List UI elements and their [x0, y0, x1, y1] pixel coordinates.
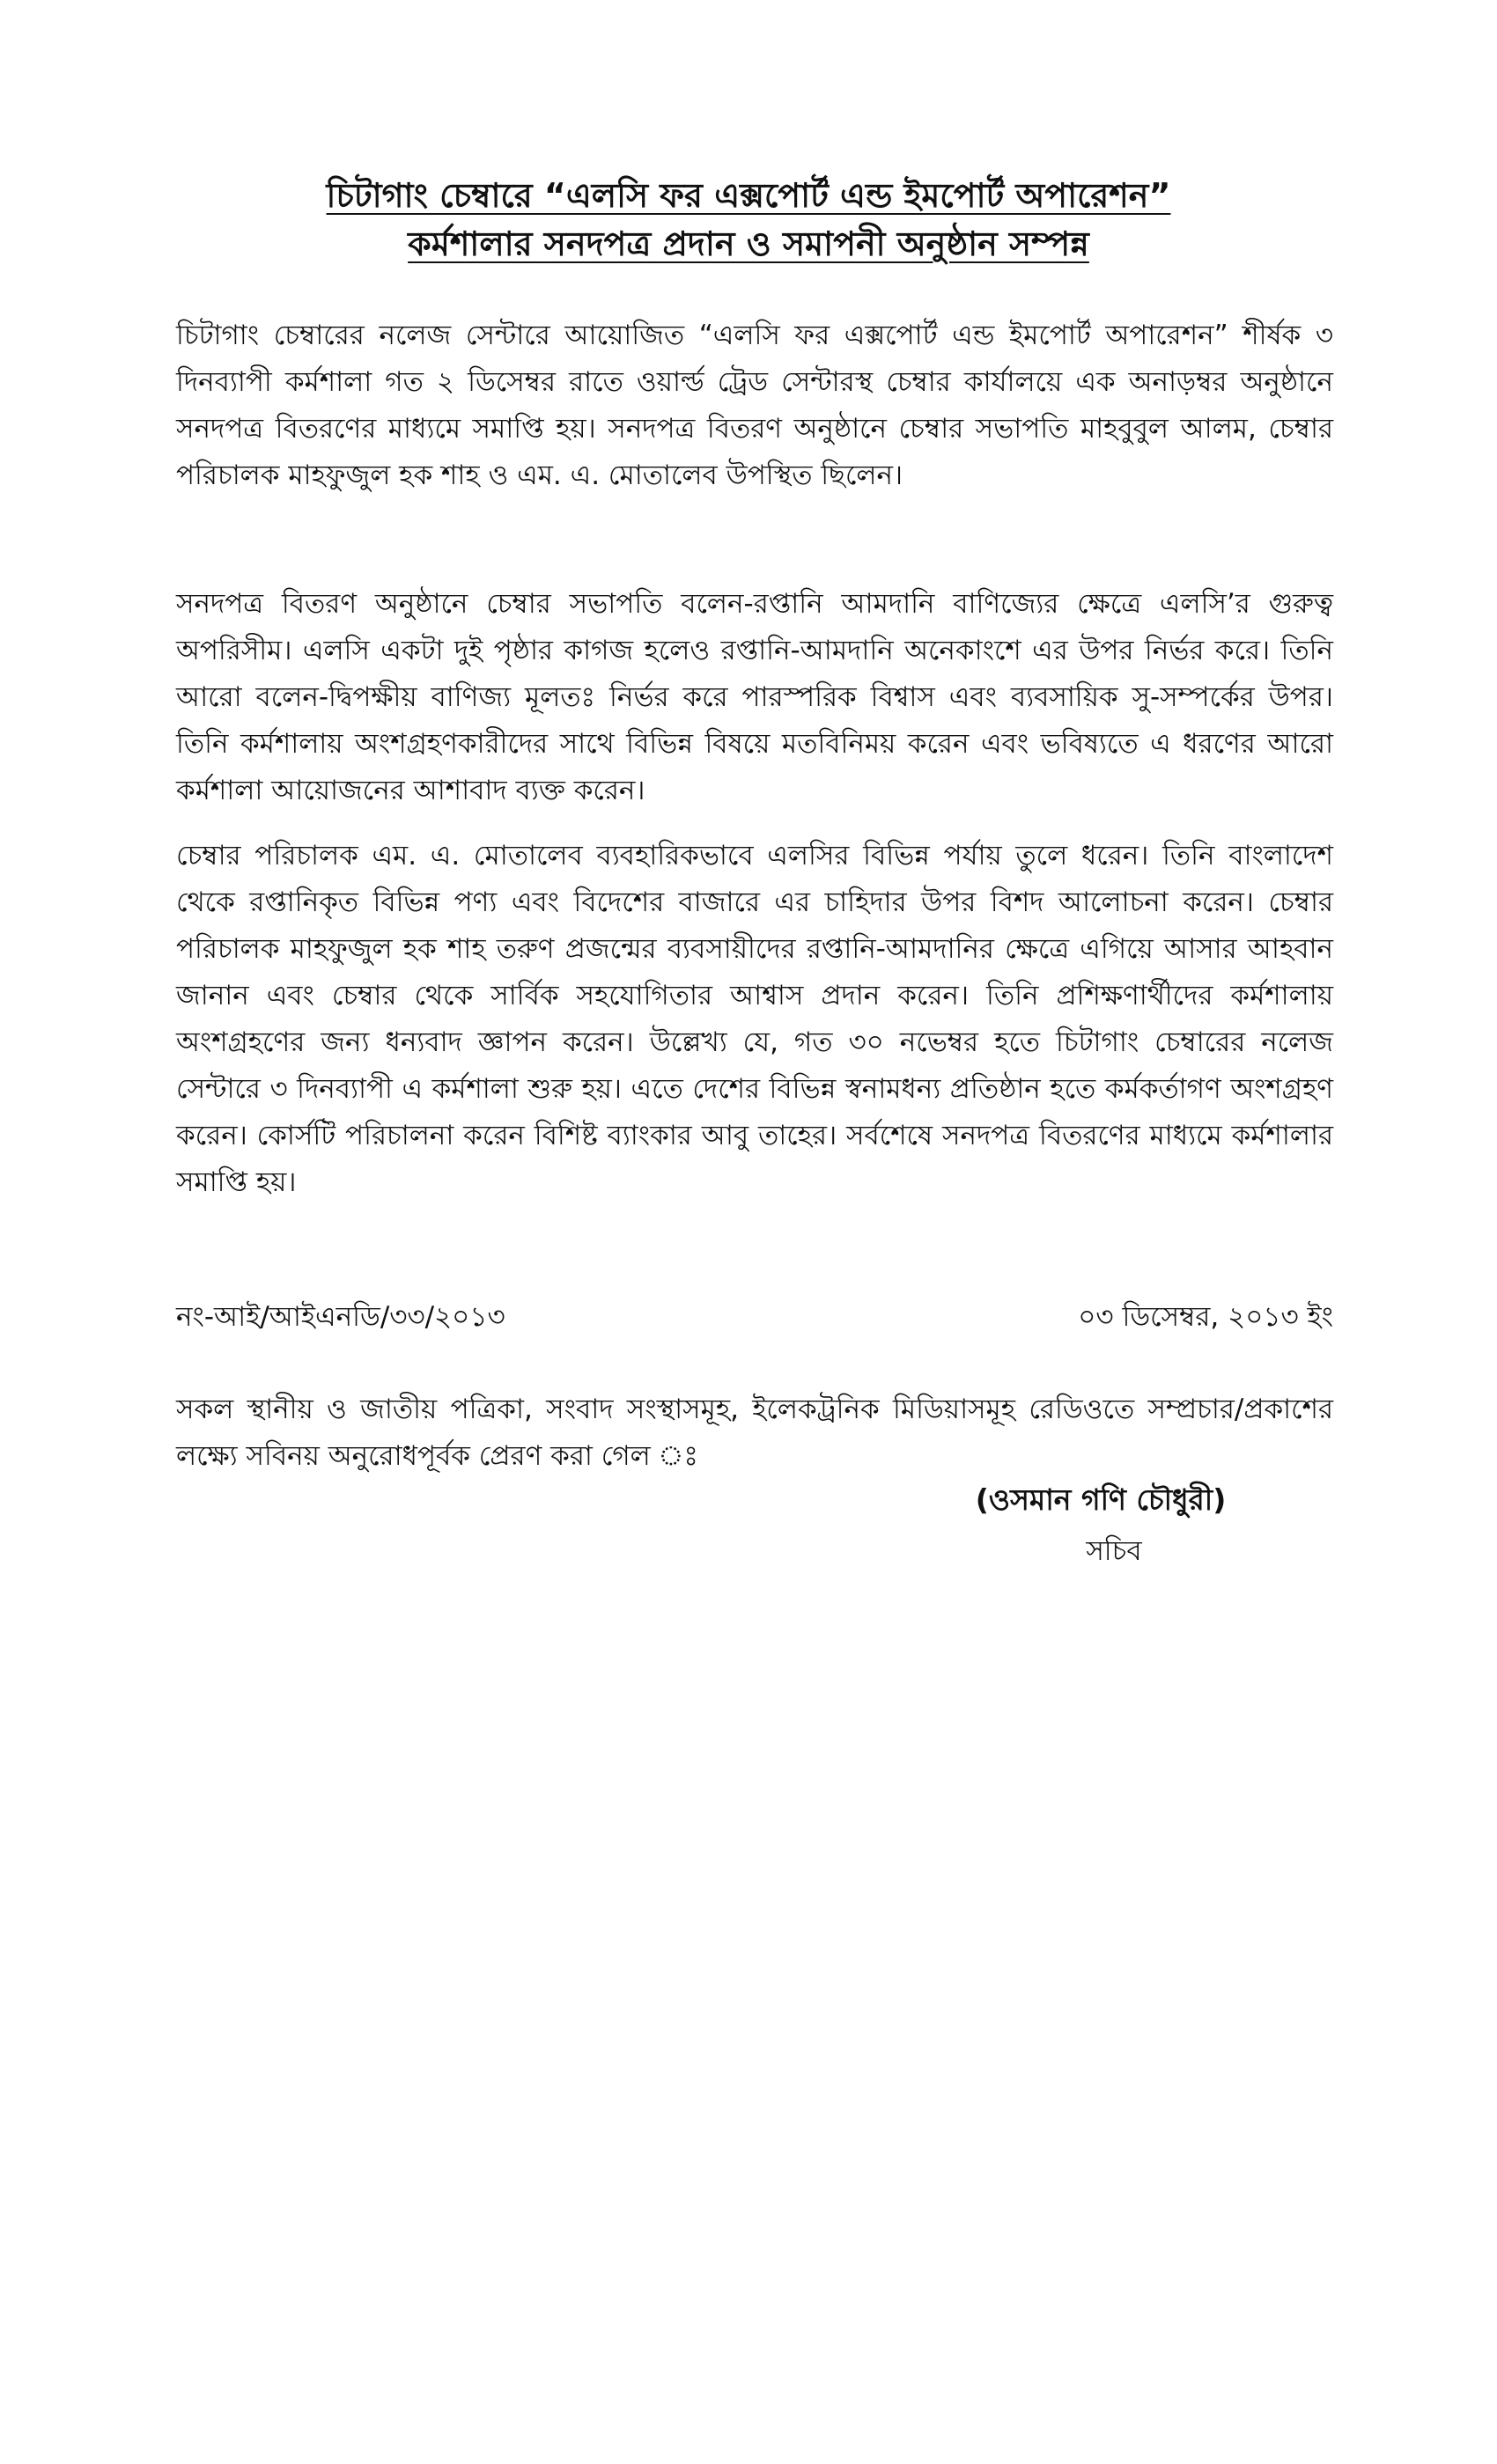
- signatory-name: (ওসমান গণি চৌধুরী): [975, 1482, 1227, 1517]
- distribution-note: সকল স্থানীয় ও জাতীয় পত্রিকা, সংবাদ সংস্থাসমূহ, ইলেকট্রনিক মিডিয়াসমূহ রেডিওতে সম্প্রচার/প্রকাশের লক্ষ্যে সবিনয় অনুরোধপূর্বক প্রেরণ করা গেল ঃ: [176, 1394, 1333, 1472]
- signatory-title: সচিব: [1086, 1535, 1142, 1567]
- document-date: ০৩ ডিসেম্বর, ২০১৩ ইং: [1078, 1301, 1333, 1333]
- body-paragraph-1: চিটাগাং চেম্বারের নলেজ সেন্টারে আয়োজিত “এলসি ফর এক্সপোর্ট এন্ড ইমপোর্ট অপারেশন” শীর্ষক ৩ দিনব্যাপী কর্মশালা গত ২ ডিসেম্বর রাতে ওয়ার্ল্ড ট্রেড সেন্টারস্থ চেম্বার কার্যালয়ে এক অনাড়ম্বর অনুষ্ঠানে সনদপত্র বিতরণের মাধ্যমে সমাপ্তি হয়। সনদপত্র বিতরণ অনুষ্ঠানে চেম্বার সভাপতি মাহবুবুল আলম, চেম্বার পরিচালক মাহফুজুল হক শাহ ও এম. এ. মোতালেব উপস্থিত ছিলেন।: [176, 320, 1333, 491]
- document-title-line-2: [176, 221, 1321, 267]
- body-paragraph-2: সনদপত্র বিতরণ অনুষ্ঠানে চেম্বার সভাপতি বলেন-রপ্তানি আমদানি বাণিজ্যের ক্ষেত্রে এলসি’র গুরুত্ব অপরিসীম। এলসি একটা দুই পৃষ্ঠার কাগজ হলেও রপ্তানি-আমদানি অনেকাংশে এর উপর নির্ভর করে। তিনি আরো বলেন-দ্বিপক্ষীয় বাণিজ্য মূলতঃ নির্ভর করে পারস্পরিক বিশ্বাস এবং ব্যবসায়িক সু-সম্পর্কের উপর। তিনি কর্মশালায় অংশগ্রহণকারীদের সাথে বিভিন্ন বিষয়ে মতবিনিময় করেন এবং ভবিষ্যতে এ ধরণের আরো কর্মশালা আয়োজনের আশাবাদ ব্যক্ত করেন।: [176, 588, 1333, 806]
- document-title-line-1: [176, 173, 1321, 218]
- body-paragraph-3: চেম্বার পরিচালক এম. এ. মোতালেব ব্যবহারিকভাবে এলসির বিভিন্ন পর্যায় তুলে ধরেন। তিনি বাংলাদেশ থেকে রপ্তানিকৃত বিভিন্ন পণ্য এবং বিদেশের বাজারে এর চাহিদার উপর বিশদ আলোচনা করেন। চেম্বার পরিচালক মাহফুজুল হক শাহ তরুণ প্রজন্মের ব্যবসায়ীদের রপ্তানি-আমদানির ক্ষেত্রে এগিয়ে আসার আহবান জানান এবং চেম্বার থেকে সার্বিক সহযোগিতার আশ্বাস প্রদান করেন। তিনি প্রশিক্ষণার্থীদের কর্মশালায় অংশগ্রহণের জন্য ধন্যবাদ জ্ঞাপন করেন। উল্লেখ্য যে, গত ৩০ নভেম্বর হতে চিটাগাং চেম্বারের নলেজ সেন্টারে ৩ দিনব্যাপী এ কর্মশালা শুরু হয়। এতে দেশের বিভিন্ন স্বনামধন্য প্রতিষ্ঠান হতে কর্মকর্তাগণ অংশগ্রহণ করেন। কোর্সটি পরিচালনা করেন বিশিষ্ট ব্যাংকার আবু তাহের। সর্বশেষে সনদপত্র বিতরণের মাধ্যমে কর্মশালার সমাপ্তি হয়।: [176, 840, 1333, 1198]
- title-line-1-text: চিটাগাং চেম্বারে “এলসি ফর এক্সপোর্ট এন্ড ইমপোর্ট অপারেশন”: [326, 176, 1171, 215]
- reference-number: নং-আই/আইএনডি/৩৩/২০১৩: [176, 1301, 505, 1333]
- reference-date-line: [176, 1294, 1333, 1341]
- title-line-2-text: কর্মশালার সনদপত্র প্রদান ও সমাপনী অনুষ্ঠান সম্পন্ন: [408, 224, 1089, 263]
